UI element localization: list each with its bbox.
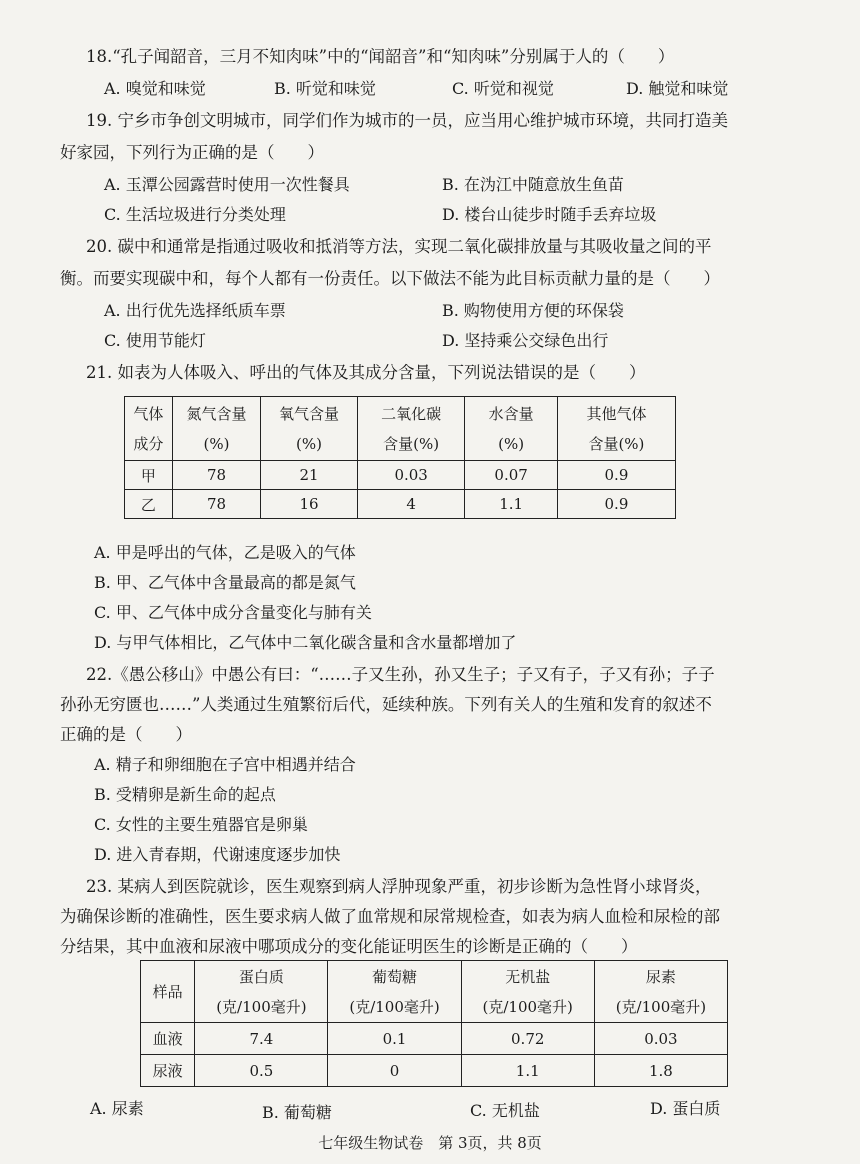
q18-stem: 18.“孔子闻韶音，三月不知肉味”中的“闻韶音”和“知肉味”分别属于人的（ ） xyxy=(86,47,675,66)
table-cell: 78 xyxy=(172,461,260,490)
q20-stem-line2: 衡。而要实现碳中和，每个人都有一份责任。以下做法不能为此目标贡献力量的是（ ） xyxy=(60,269,720,288)
table-row xyxy=(141,1023,728,1055)
q21-gas-table xyxy=(124,396,676,519)
q21-option-d: D. 与甲气体相比，乙气体中二氧化碳含量和含水量都增加了 xyxy=(94,633,517,652)
table-cell: 0.03 xyxy=(594,1023,727,1055)
table-header-cell: 水含量 (%) xyxy=(465,397,558,461)
q21-option-b: B. 甲、乙气体中含量最高的都是氮气 xyxy=(94,573,356,592)
q20-option-d: D. 坚持乘公交绿色出行 xyxy=(442,331,609,350)
q21-option-a: A. 甲是呼出的气体，乙是吸入的气体 xyxy=(94,543,356,562)
table-cell: 1.1 xyxy=(461,1055,594,1087)
table-header-cell: 葡萄糖 (克/100毫升) xyxy=(328,961,461,1023)
q23-stem-line3: 分结果，其中血液和尿液中哪项成分的变化能证明医生的诊断是正确的（ ） xyxy=(60,937,638,956)
table-row xyxy=(141,1055,728,1087)
table-cell: 0.9 xyxy=(557,461,675,490)
table-header-cell: 蛋白质 (克/100毫升) xyxy=(195,961,328,1023)
q23-option-a: A. 尿素 xyxy=(90,1099,144,1118)
q18-option-d: D. 触觉和味觉 xyxy=(626,79,729,98)
table-cell: 4 xyxy=(357,490,464,519)
q20-option-a: A. 出行优先选择纸质车票 xyxy=(104,301,286,320)
table-cell: 甲 xyxy=(125,461,173,490)
q18-option-c: C. 听觉和视觉 xyxy=(452,79,554,98)
q21-option-c: C. 甲、乙气体中成分含量变化与肺有关 xyxy=(94,603,372,622)
table-cell: 78 xyxy=(172,490,260,519)
table-header-cell: 氮气含量 (%) xyxy=(172,397,260,461)
q19-option-a: A. 玉潭公园露营时使用一次性餐具 xyxy=(104,175,350,194)
table-cell: 0 xyxy=(328,1055,461,1087)
q22-stem-line3: 正确的是（ ） xyxy=(60,725,192,744)
q20-option-c: C. 使用节能灯 xyxy=(104,331,206,350)
q22-option-b: B. 受精卵是新生命的起点 xyxy=(94,785,276,804)
q19-option-c: C. 生活垃圾进行分类处理 xyxy=(104,205,286,224)
table-header-cell: 氧气含量 (%) xyxy=(261,397,358,461)
table-cell: 尿液 xyxy=(141,1055,195,1087)
table-cell: 0.03 xyxy=(357,461,464,490)
q22-option-d: D. 进入青春期，代谢速度逐步加快 xyxy=(94,845,341,864)
table-cell: 21 xyxy=(261,461,358,490)
q23-stem-line1: 23. 某病人到医院就诊，医生观察到病人浮肿现象严重，初步诊断为急性肾小球肾炎， xyxy=(86,877,712,896)
q23-option-c: C. 无机盐 xyxy=(470,1101,540,1120)
table-cell: 1.1 xyxy=(465,490,558,519)
table-cell: 0.5 xyxy=(195,1055,328,1087)
table-cell: 0.72 xyxy=(461,1023,594,1055)
q20-option-b: B. 购物使用方便的环保袋 xyxy=(442,301,624,320)
table-cell: 7.4 xyxy=(195,1023,328,1055)
table-row xyxy=(125,461,676,490)
q23-option-b: B. 葡萄糖 xyxy=(262,1103,332,1122)
q22-stem-line2: 孙孙无穷匮也……”人类通过生殖繁衍后代，延续种族。下列有关人的生殖和发育的叙述不 xyxy=(60,695,712,714)
q22-option-c: C. 女性的主要生殖器官是卵巢 xyxy=(94,815,308,834)
table-header-row xyxy=(125,397,676,461)
table-cell: 0.1 xyxy=(328,1023,461,1055)
q22-option-a: A. 精子和卵细胞在子宫中相遇并结合 xyxy=(94,755,356,774)
table-cell: 0.07 xyxy=(465,461,558,490)
table-header-cell: 尿素 (克/100毫升) xyxy=(594,961,727,1023)
q22-stem-line1: 22.《愚公移山》中愚公有曰：“……子又生孙，孙又生子；子又有子，子又有孙；子子 xyxy=(86,665,715,684)
table-header-cell: 气体 成分 xyxy=(125,397,173,461)
table-header-row xyxy=(141,961,728,1023)
q18-option-a: A. 嗅觉和味觉 xyxy=(104,79,206,98)
q23-sample-table xyxy=(140,960,728,1087)
table-header-cell: 二氧化碳 含量(%) xyxy=(357,397,464,461)
table-cell: 血液 xyxy=(141,1023,195,1055)
table-cell: 16 xyxy=(261,490,358,519)
q20-stem-line1: 20. 碳中和通常是指通过吸收和抵消等方法，实现二氧化碳排放量与其吸收量之间的平 xyxy=(86,237,712,256)
q23-option-d: D. 蛋白质 xyxy=(650,1099,721,1118)
q19-option-d: D. 楼台山徒步时随手丢弃垃圾 xyxy=(442,205,657,224)
q19-option-b: B. 在沩江中随意放生鱼苗 xyxy=(442,175,624,194)
table-cell: 1.8 xyxy=(594,1055,727,1087)
q18-option-b: B. 听觉和味觉 xyxy=(274,79,376,98)
q21-stem: 21. 如表为人体吸入、呼出的气体及其成分含量，下列说法错误的是（ ） xyxy=(86,363,646,382)
q23-stem-line2: 为确保诊断的准确性，医生要求病人做了血常规和尿常规检查，如表为病人血检和尿检的部 xyxy=(60,907,720,926)
table-cell: 乙 xyxy=(125,490,173,519)
table-cell: 0.9 xyxy=(557,490,675,519)
table-header-cell: 无机盐 (克/100毫升) xyxy=(461,961,594,1023)
table-header-cell: 其他气体 含量(%) xyxy=(557,397,675,461)
q19-stem-line2: 好家园，下列行为正确的是（ ） xyxy=(60,143,324,162)
q19-stem-line1: 19. 宁乡市争创文明城市，同学们作为城市的一员，应当用心维护城市环境，共同打造美 xyxy=(86,111,728,130)
table-row xyxy=(125,490,676,519)
table-header-cell: 样品 xyxy=(141,961,195,1023)
page-footer: 七年级生物试卷 第 3页，共 8页 xyxy=(318,1134,542,1152)
